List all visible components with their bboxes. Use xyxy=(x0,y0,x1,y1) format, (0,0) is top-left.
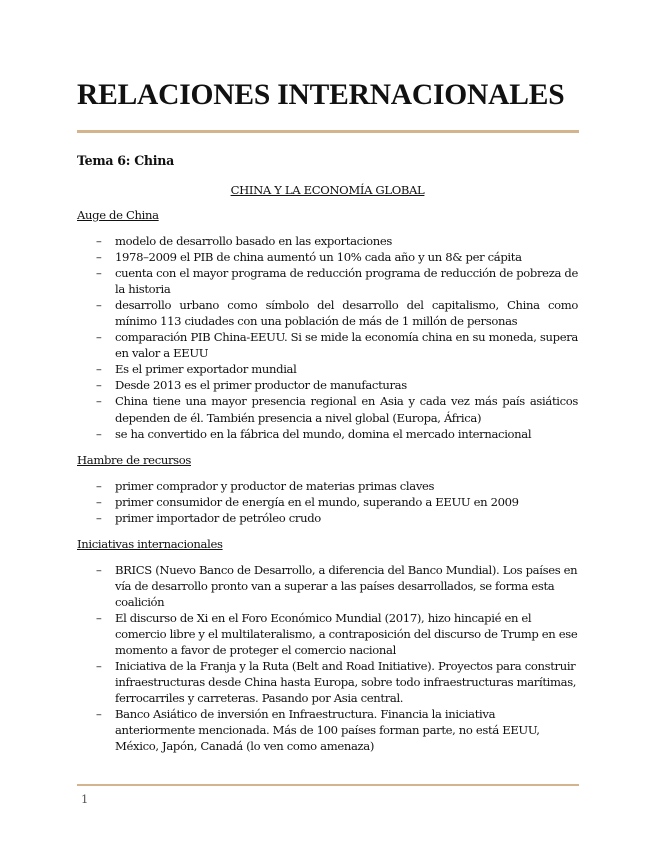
section-title-iniciativas-internacionales: Iniciativas internacionales xyxy=(77,536,223,551)
list-item: – Desde 2013 es el primer productor de manufacturas xyxy=(77,377,578,393)
document-body xyxy=(77,152,578,764)
list-item: – se ha convertido en la fábrica del mundo, domina el mercado internacional xyxy=(77,426,578,442)
list-item: – BRICS (Nuevo Banco de Desarrollo, a diferencia del Banco Mundial). Los países en vía de desarrollo pronto van a superar a las países desarrollados, se forma esta coalición xyxy=(77,562,578,610)
topic-heading: Tema 6: China xyxy=(77,153,174,168)
chapter-heading: CHINA Y LA ECONOMÍA GLOBAL xyxy=(230,183,425,197)
list-item: – primer comprador y productor de materias primas claves xyxy=(77,478,578,494)
list-item: – primer importador de petróleo crudo xyxy=(77,510,578,526)
section-list-hambre-de-recursos xyxy=(77,478,578,526)
list-item: – 1978–2009 el PIB de china aumentó un 10% cada año y un 8& per cápita xyxy=(77,249,578,265)
list-item: – El discurso de Xi en el Foro Económico Mundial (2017), hizo hincapié en el comercio libre y el multilateralismo, a contraposición del discurso de Trump en ese momento a favor de proteger el comercio nacional xyxy=(77,610,578,658)
list-item: – China tiene una mayor presencia regional en Asia y cada vez más país asiáticos dependen de él. También presencia a nivel global (Europa, África) xyxy=(77,393,578,425)
section-list-iniciativas-internacionales xyxy=(77,562,578,755)
list-item: – Iniciativa de la Franja y la Ruta (Belt and Road Initiative). Proyectos para construir infraestructuras desde China hasta Europa, sobre todo infraestructuras marítimas, ferrocarriles y carreteras. Pasando por Asia central. xyxy=(77,658,578,706)
list-item: – desarrollo urbano como símbolo del desarrollo del capitalismo, China como mínimo 113 ciudades con una población de más de 1 millón de personas xyxy=(77,297,578,329)
section-title-auge-de-china: Auge de China xyxy=(77,208,159,222)
list-item: – Banco Asiático de inversión en Infraestructura. Financia la iniciativa anteriormente mencionada. Más de 100 países forman parte, no está EEUU, México, Japón, Canadá (lo ven como amenaza) xyxy=(77,706,578,754)
page-number: 1 xyxy=(81,792,89,806)
list-item: – modelo de desarrollo basado en las exportaciones xyxy=(77,233,578,249)
title-divider xyxy=(77,130,579,133)
list-item: – Es el primer exportador mundial xyxy=(77,361,578,377)
section-title-hambre-de-recursos: Hambre de recursos xyxy=(77,452,191,467)
list-item: – cuenta con el mayor programa de reducción programa de reducción de pobreza de la historia xyxy=(77,265,578,297)
footer-divider xyxy=(77,784,579,786)
list-item: – primer consumidor de energía en el mundo, superando a EEUU en 2009 xyxy=(77,494,578,510)
document-title: RELACIONES INTERNACIONALES xyxy=(77,79,565,111)
section-list-auge-de-china xyxy=(77,233,578,442)
list-item: – comparación PIB China-EEUU. Si se mide la economía china en su moneda, supera en valor a EEUU xyxy=(77,329,578,361)
